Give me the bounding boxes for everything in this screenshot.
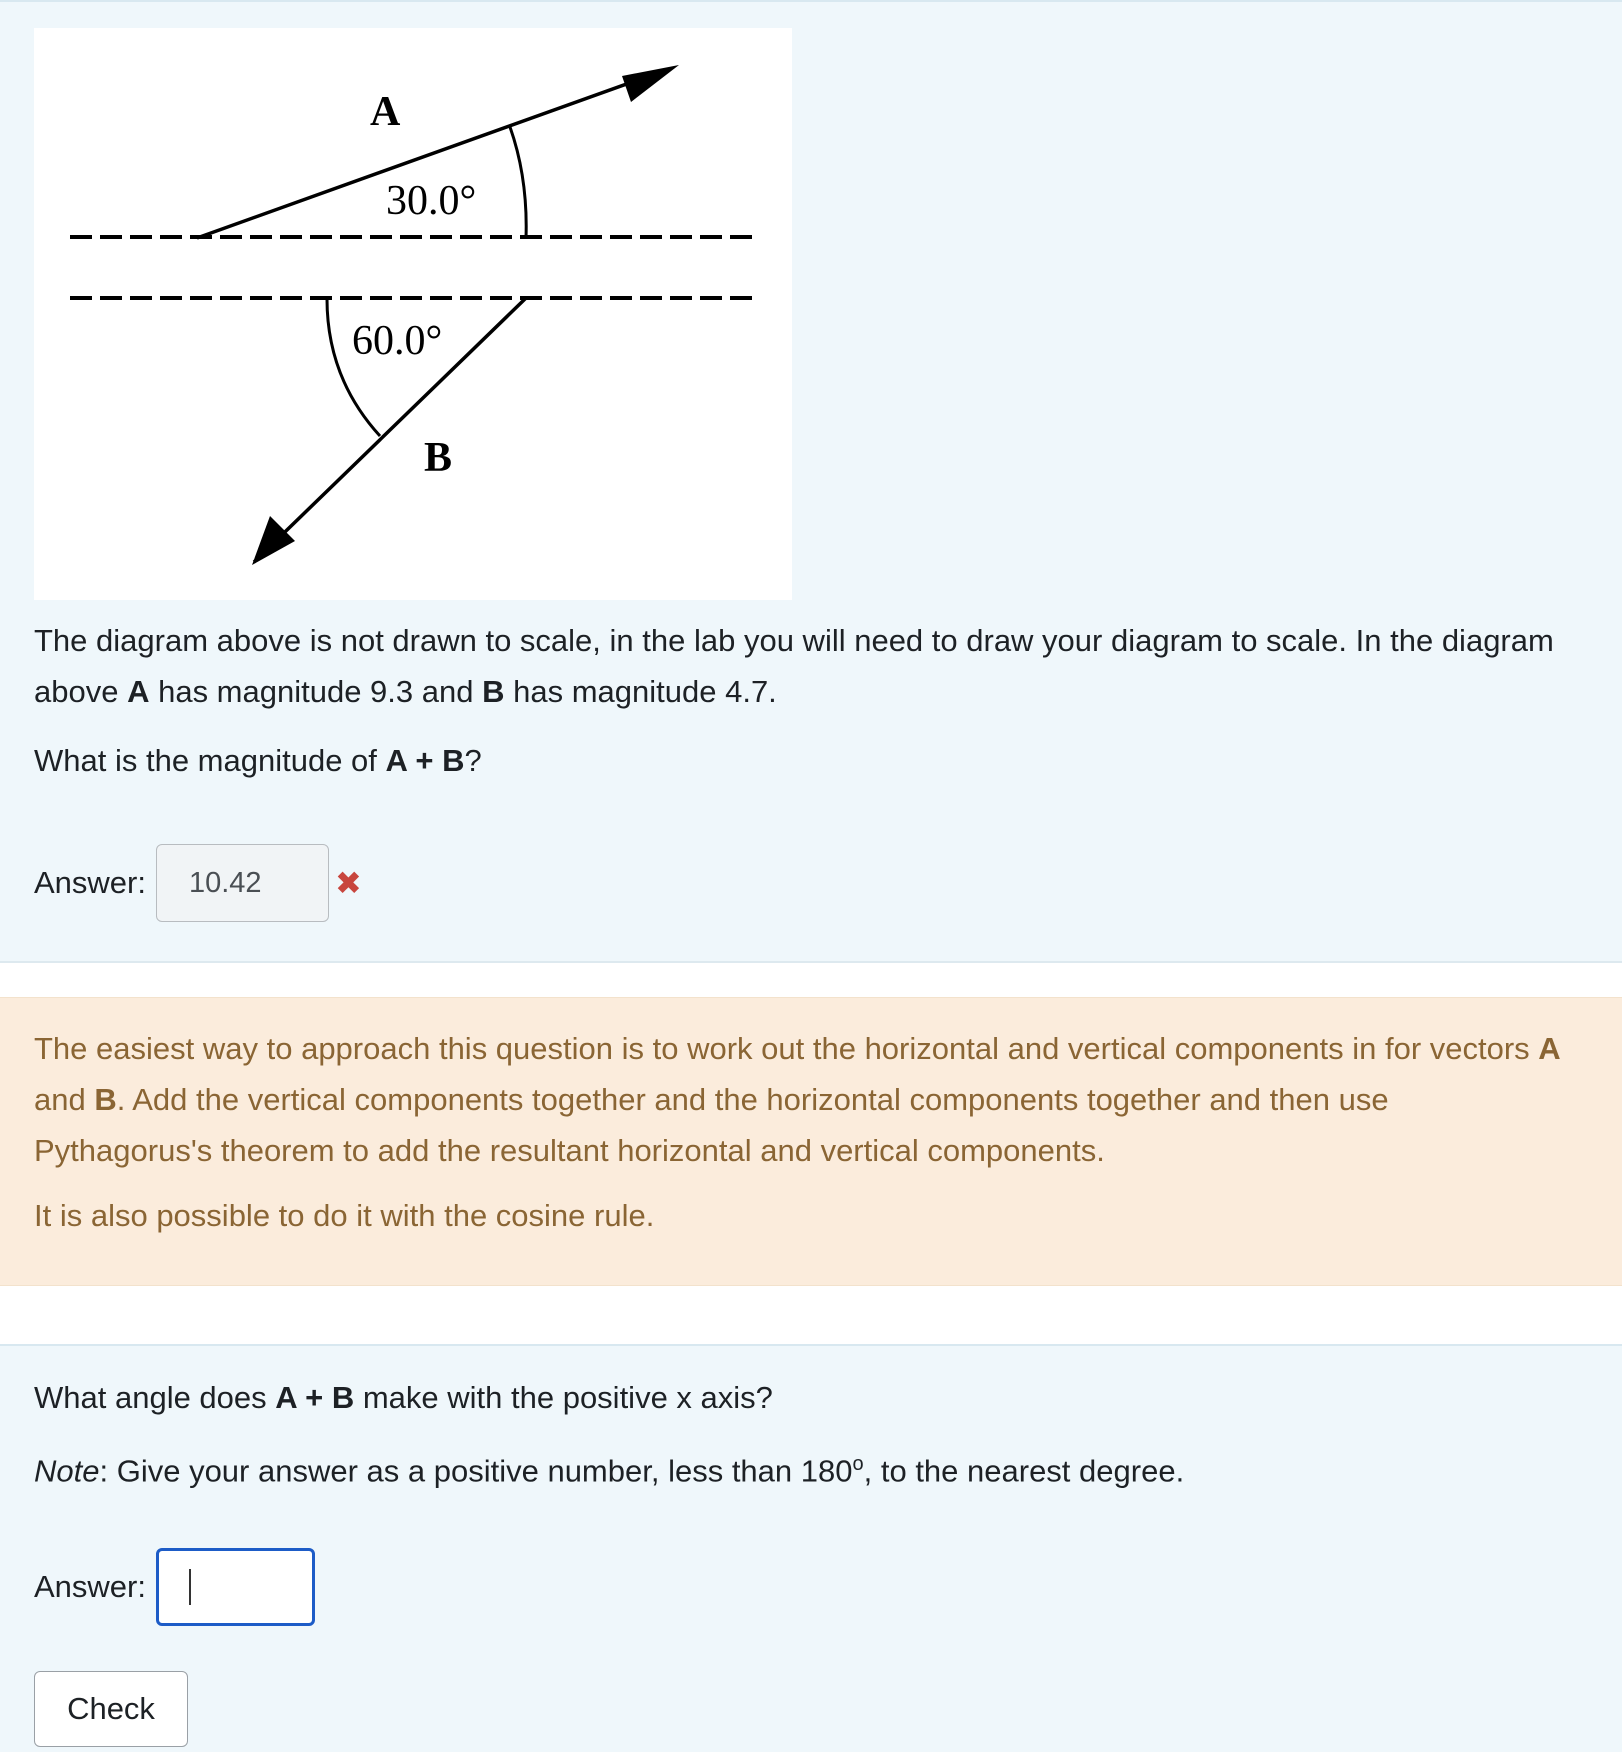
feedback-extra-text: It is also possible to do it with the cosine rule. <box>34 1198 655 1233</box>
vector-a-name: A <box>127 674 150 709</box>
answer-input-question-2[interactable] <box>156 1548 315 1626</box>
question-1-prompt <box>34 735 1574 786</box>
note-label: Note <box>34 1453 100 1489</box>
vector-b-name: B <box>482 674 505 709</box>
feedback-text-2: and <box>34 1082 95 1117</box>
feedback-vector-b: B <box>94 1082 117 1117</box>
angle-a-label: 30.0° <box>386 178 477 224</box>
q2-prompt-text: What angle does <box>34 1380 276 1415</box>
note-degree: o <box>852 1453 864 1475</box>
text-caret <box>189 1569 191 1605</box>
feedback-panel <box>0 997 1622 1286</box>
answer-label: Answer: <box>34 865 146 900</box>
prompt-text: What is the magnitude of <box>34 743 386 778</box>
note-text: : Give your answer as a positive number, less than 180 <box>99 1453 853 1489</box>
description-text-2: has magnitude 9.3 and <box>149 674 483 709</box>
answer-label: Answer: <box>34 1569 146 1604</box>
question-1-description <box>34 615 1574 717</box>
q2-prompt-vector-sum: A + B <box>275 1380 355 1415</box>
label-b: B <box>424 435 453 481</box>
question-2-note <box>34 1439 1574 1496</box>
angle-arc-a <box>510 127 526 238</box>
answer-input-question-1[interactable]: 10.42 <box>156 844 329 922</box>
check-button[interactable]: Check <box>34 1671 188 1747</box>
vector-b-arrowhead <box>252 516 295 565</box>
incorrect-cross-icon: ✖ <box>334 865 362 901</box>
feedback-text <box>34 1023 1574 1176</box>
question-2-prompt <box>34 1372 1574 1423</box>
question-2-section <box>0 1344 1622 1752</box>
prompt-vector-sum: A + B <box>385 743 465 778</box>
q2-prompt-suffix: make with the positive x axis? <box>354 1380 773 1415</box>
vector-a-arrowhead <box>622 65 679 102</box>
vector-diagram-svg <box>34 28 792 600</box>
description-text-3: has magnitude 4.7. <box>504 674 777 709</box>
question-2-answer-row <box>34 1548 315 1626</box>
label-a: A <box>370 89 401 135</box>
feedback-text-3: . Add the vertical components together and the horizontal components together and then use Pythagorus's theorem to add the resultant horizontal and vertical components. <box>34 1082 1389 1168</box>
description-text-1: The diagram above is not drawn to scale, in the lab you will need to draw your diagram to scale. In the diagram above <box>34 623 1554 709</box>
angle-b-label: 60.0° <box>352 318 443 364</box>
feedback-text-1: The easiest way to approach this question is to work out the horizontal and vertical components in for vectors <box>34 1031 1539 1066</box>
prompt-suffix: ? <box>464 743 482 778</box>
feedback-vector-a: A <box>1538 1031 1561 1066</box>
question-1-answer-row <box>34 844 362 922</box>
vector-diagram <box>34 28 792 600</box>
note-suffix: , to the nearest degree. <box>863 1453 1185 1489</box>
